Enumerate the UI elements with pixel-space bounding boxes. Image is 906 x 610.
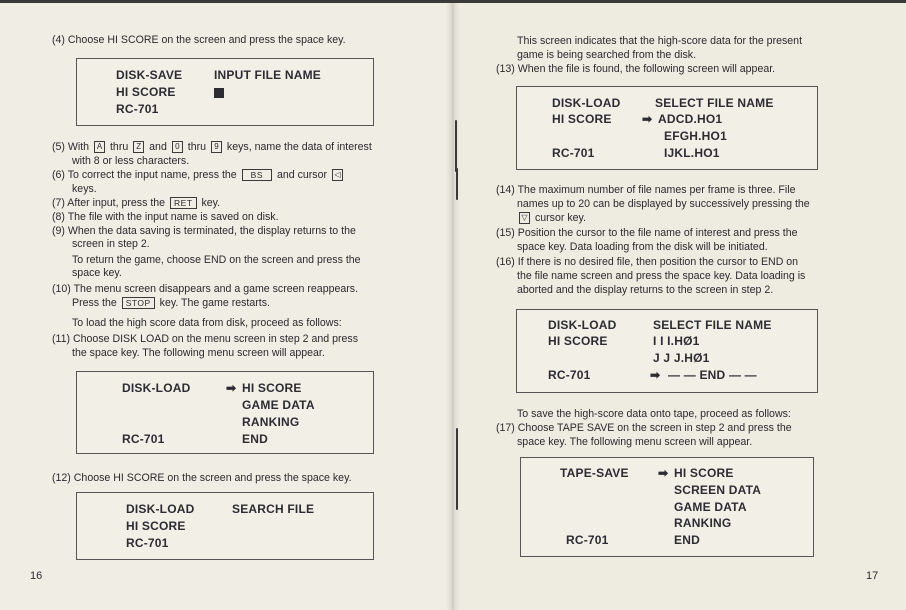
page-number: 17	[866, 570, 879, 582]
menu-arrow-icon: ➡	[650, 368, 661, 382]
binding-mark	[455, 120, 457, 172]
step-11-cont: the space key. The following menu screen will appear.	[72, 347, 325, 359]
step-9-cont: To return the game, choose END on the screen and press the	[72, 254, 361, 266]
cursor-down-key-icon: ▽	[519, 212, 530, 224]
screen-label: HI SCORE	[126, 519, 186, 533]
step-8: (8) The file with the input name is saved on disk.	[52, 211, 279, 223]
screen-label: DISK-SAVE	[116, 68, 183, 82]
key-0: 0	[172, 141, 183, 153]
screen-label: RC-701	[548, 368, 591, 382]
screen-label: DISK-LOAD	[122, 381, 191, 395]
screen-label: HI SCORE	[548, 334, 608, 348]
key-ret: RET	[170, 197, 197, 209]
step-text: thru	[109, 141, 129, 153]
step-14-cont: names up to 20 can be displayed by successively pressing the	[517, 198, 810, 210]
file-name: IJKL.HO1	[664, 146, 720, 160]
step-14-cont	[517, 212, 586, 225]
key-z: Z	[133, 141, 144, 153]
screen-label: DISK-LOAD	[548, 318, 617, 332]
step-5-cont: with 8 or less characters.	[72, 155, 190, 167]
end-option: — — END — —	[668, 368, 757, 382]
screen-label: HI SCORE	[552, 112, 612, 126]
screen-label: TAPE-SAVE	[560, 466, 629, 480]
binding-mark	[456, 168, 458, 200]
step-16-cont: the file name screen and press the space key. Data loading is	[517, 270, 806, 282]
step-9-cont: screen in step 2.	[72, 238, 150, 250]
screen-label: RC-701	[566, 533, 609, 547]
file-name: ADCD.HO1	[658, 112, 723, 126]
menu-arrow-icon: ➡	[226, 381, 237, 395]
menu-item: SCREEN DATA	[674, 483, 762, 497]
file-name: I I I.HØ1	[653, 334, 700, 348]
book-gutter	[446, 0, 460, 610]
screen-title: SEARCH FILE	[232, 502, 315, 516]
step-16: (16) If there is no desired file, then position the cursor to END on	[496, 256, 799, 268]
menu-arrow-icon: ➡	[658, 466, 669, 480]
screen-label: RC-701	[116, 102, 159, 116]
step-text: keys, name the data of interest	[226, 141, 372, 153]
step-10: (10) The menu screen disappears and a game screen reappears.	[52, 283, 359, 295]
step-17-cont: space key. The following menu screen will appear.	[517, 436, 753, 448]
screen-title: INPUT FILE NAME	[214, 68, 321, 82]
step-11: (11) Choose DISK LOAD on the menu screen in step 2 and press	[52, 333, 359, 345]
step-9: (9) When the data saving is terminated, the display returns to the	[52, 225, 356, 237]
step-text: (5) With	[52, 141, 90, 153]
step-15-cont: space key. Data loading from the disk will be initiated.	[517, 241, 768, 253]
cursor-left-key-icon: ◁	[332, 169, 343, 181]
screen-title: SELECT FILE NAME	[655, 96, 774, 110]
screen-label: RC-701	[126, 536, 169, 550]
step-text: thru	[187, 141, 207, 153]
screen-label: RC-701	[552, 146, 595, 160]
key-9: 9	[211, 141, 222, 153]
file-name: J J J.HØ1	[653, 351, 710, 365]
screen-label: HI SCORE	[116, 85, 176, 99]
step-text: Press the	[72, 297, 117, 309]
menu-item: HI SCORE	[242, 381, 302, 395]
intro-text: This screen indicates that the high-score data for the present	[517, 35, 803, 47]
menu-item: GAME DATA	[242, 398, 315, 412]
input-cursor	[214, 88, 224, 98]
key-a: A	[94, 141, 105, 153]
step-12: (12) Choose HI SCORE on the screen and press the space key.	[52, 472, 352, 484]
binding-mark	[456, 476, 458, 510]
menu-item: GAME DATA	[674, 500, 747, 514]
menu-arrow-icon: ➡	[642, 112, 653, 126]
step-16-cont: aborted and the display returns to the screen in step 2.	[517, 284, 774, 296]
screen-label: RC-701	[122, 432, 165, 446]
step-text: cursor key.	[534, 212, 586, 224]
menu-item: END	[674, 533, 700, 547]
page-number: 16	[30, 570, 43, 582]
step-text: (6) To correct the input name, press the	[52, 169, 237, 181]
screen-label: DISK-LOAD	[126, 502, 195, 516]
step-13: (13) When the file is found, the following screen will appear.	[496, 63, 776, 75]
screen-title: SELECT FILE NAME	[653, 318, 772, 332]
step-7	[52, 197, 220, 210]
step-6-cont: keys.	[72, 183, 97, 195]
step-text: (7) After input, press the	[52, 197, 166, 209]
step-17: (17) Choose TAPE SAVE on the screen in step 2 and press the	[496, 422, 792, 434]
intro-text: game is being searched from the disk.	[517, 49, 697, 61]
top-edge	[0, 0, 906, 3]
screen-search-file	[76, 492, 374, 560]
step-14: (14) The maximum number of file names per frame is three. File	[496, 184, 796, 196]
step-15: (15) Position the cursor to the file name of interest and press the	[496, 227, 798, 239]
step-6	[52, 169, 345, 182]
key-bs: BS	[242, 169, 272, 181]
step-5	[52, 141, 372, 154]
load-intro: To load the high score data from disk, proceed as follows:	[72, 317, 342, 329]
step-text: and cursor	[276, 169, 328, 181]
step-text: key. The game restarts.	[159, 297, 270, 309]
screen-label: DISK-LOAD	[552, 96, 621, 110]
step-10-cont	[72, 297, 270, 310]
step-4: (4) Choose HI SCORE on the screen and press the space key.	[52, 34, 346, 46]
step-9-cont: space key.	[72, 267, 122, 279]
binding-mark	[456, 428, 458, 482]
file-name: EFGH.HO1	[664, 129, 727, 143]
screen-disk-load-menu	[76, 371, 374, 454]
menu-item: RANKING	[674, 516, 732, 530]
menu-item: RANKING	[242, 415, 300, 429]
tape-intro: To save the high-score data onto tape, proceed as follows:	[517, 408, 791, 420]
step-text: key.	[201, 197, 221, 209]
menu-item: HI SCORE	[674, 466, 734, 480]
step-text: and	[149, 141, 167, 153]
menu-item: END	[242, 432, 268, 446]
key-stop: STOP	[122, 297, 155, 309]
